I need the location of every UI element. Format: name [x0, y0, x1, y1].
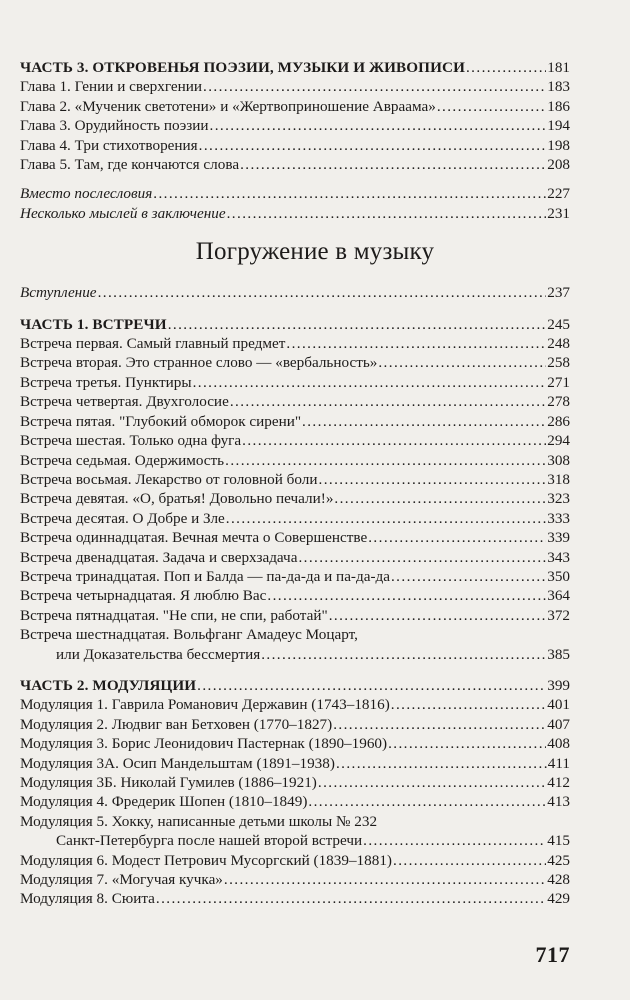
toc-entry: [20, 373, 570, 392]
entry-title: Встреча двенадцатая. Задача и сверхзадача: [20, 548, 298, 566]
leader-dots: [368, 528, 546, 547]
part3-chapter-list: [20, 77, 570, 174]
leader-dots: [329, 606, 547, 625]
leader-dots: [393, 851, 546, 870]
leader-dots: [193, 373, 547, 392]
toc-entry: [20, 97, 570, 116]
leader-dots: [334, 489, 546, 508]
entry-page: 407: [547, 715, 570, 733]
leader-dots: [224, 870, 546, 889]
toc-entry: [20, 528, 570, 547]
entry-page: 208: [547, 156, 570, 174]
leader-dots: [230, 392, 546, 411]
entry-page: 413: [547, 793, 570, 811]
table-of-contents: [20, 58, 570, 909]
toc-entry: [20, 586, 570, 605]
entry-page: 318: [547, 470, 570, 488]
entry-title: Глава 2. «Мученик светотени» и «Жертвоприношение Авраама»: [20, 97, 436, 115]
entry-page: 231: [547, 204, 570, 222]
entry-page: 294: [547, 432, 570, 450]
leader-dots: [156, 889, 546, 908]
toc-entry: [20, 567, 570, 586]
entry-title: Вместо послесловия: [20, 185, 153, 203]
leader-dots: [210, 116, 547, 135]
intro-entry: Вступление . . . 237: [20, 283, 570, 302]
leader-dots: [261, 645, 546, 664]
entry-page: 271: [547, 373, 570, 391]
entry-title: Встреча одиннадцатая. Вечная мечта о Совершенстве: [20, 529, 368, 547]
entry-title: Встреча вторая. Это странное слово — «вербальность»: [20, 354, 378, 372]
toc-entry: [20, 870, 570, 889]
leader-dots: [378, 353, 546, 372]
leader-dots: [203, 77, 546, 96]
part3-heading: ЧАСТЬ 3. ОТКРОВЕНЬЯ ПОЭЗИИ, МУЗЫКИ И ЖИВОПИСИ . . . 181: [20, 58, 570, 77]
entry-title: Модуляция 3. Борис Леонидович Пастернак (1890–1960): [20, 735, 388, 753]
entry-title: Модуляция 3Б. Николай Гумилев (1886–1921): [20, 774, 317, 791]
entry-title: Встреча восьмая. Лекарство от головной боли: [20, 470, 318, 488]
entry-page: 339: [547, 529, 570, 547]
toc-entry: [20, 431, 570, 450]
leader-dots: [227, 204, 547, 223]
leader-dots: [267, 586, 546, 605]
entry-title: Модуляция 7. «Могучая кучка»: [20, 871, 223, 889]
entry-page: 227: [547, 185, 570, 203]
leader-dots: [319, 470, 547, 489]
leader-dots: [333, 715, 546, 734]
leader-dots: [363, 831, 546, 850]
leader-dots: [242, 431, 546, 450]
entry-title: Глава 4. Три стихотворения: [20, 136, 198, 154]
entry-page: 425: [547, 851, 570, 869]
entry-page: 350: [547, 567, 570, 585]
toc-entry: [20, 451, 570, 470]
part2-multi-entry: Модуляция 5. Хокку, написанные детьми школы № 232 Санкт-Петербурга после нашей второй встречи . . . 415: [20, 812, 570, 851]
toc-entry: [20, 548, 570, 567]
leader-dots: [391, 567, 546, 586]
entry-page: 278: [547, 393, 570, 411]
entry-page: 186: [547, 97, 570, 115]
leader-dots: [168, 315, 547, 334]
entry-page: 411: [547, 754, 570, 772]
entry-page: 412: [547, 774, 570, 791]
toc-entry: [20, 353, 570, 372]
toc-entry: [20, 792, 570, 811]
entry-title: Модуляция 6. Модест Петрович Мусоргский (1839–1881): [20, 851, 392, 869]
toc-entry: [20, 773, 570, 792]
leader-dots: [336, 754, 547, 773]
entry-title: Встреча девятая. «О, братья! Довольно печали!»: [20, 490, 334, 508]
toc-entry: [20, 489, 570, 508]
toc-entry: [20, 734, 570, 753]
entry-page: 343: [547, 548, 570, 566]
leader-dots: [298, 548, 546, 567]
entry-page: 258: [547, 354, 570, 372]
toc-entry: [20, 754, 570, 773]
entry-title: Встреча четвертая. Двухголосие: [20, 393, 229, 411]
toc-entry: [20, 392, 570, 411]
part1-meeting-list: [20, 334, 570, 625]
section-title: Погружение в музыку: [195, 238, 435, 266]
part1-heading: ЧАСТЬ 1. ВСТРЕЧИ . . . 245: [20, 315, 570, 334]
entry-title: Модуляция 8. Сюита: [20, 890, 155, 908]
entry-page: 183: [547, 78, 570, 96]
entry-title: Модуляция 3А. Осип Мандельштам (1891–1938): [20, 754, 335, 772]
toc-entry: [20, 851, 570, 870]
toc-entry: [20, 155, 570, 174]
entry-page: 372: [547, 606, 570, 624]
leader-dots: [286, 334, 546, 353]
toc-entry: [20, 116, 570, 135]
toc-entry: [20, 889, 570, 908]
entry-title: Модуляция 2. Людвиг ван Бетховен (1770–1827): [20, 715, 333, 733]
toc-entry: [20, 204, 570, 223]
entry-title: Встреча шестая. Только одна фуга: [20, 432, 242, 450]
entry-page: 286: [547, 412, 570, 430]
entry-title: Встреча первая. Самый главный предмет: [20, 335, 286, 353]
entry-page: 194: [547, 117, 570, 135]
leader-dots: [466, 58, 546, 77]
leader-dots: [318, 773, 546, 792]
entry-title: Глава 5. Там, где кончаются слова: [20, 156, 240, 174]
page-number: 717: [535, 942, 570, 967]
toc-entry: [20, 715, 570, 734]
entry-page: 429: [547, 890, 570, 908]
toc-entry: [20, 412, 570, 431]
entry-page: 408: [547, 735, 570, 753]
entry-page: 323: [547, 490, 570, 508]
entry-page: 198: [547, 136, 570, 154]
entry-page: 248: [547, 335, 570, 353]
leader-dots: [153, 184, 546, 203]
entry-title: Модуляция 4. Фредерик Шопен (1810–1849): [20, 793, 308, 811]
leader-dots: [437, 97, 546, 116]
toc-entry: [20, 606, 570, 625]
entry-page: 364: [547, 587, 570, 605]
entry-title: Модуляция 1. Гаврила Романович Державин (1743–1816): [20, 696, 390, 714]
entry-page: 401: [547, 696, 570, 714]
toc-entry: [20, 334, 570, 353]
leader-dots: [388, 734, 546, 753]
toc-entry: [20, 695, 570, 714]
leader-dots: [98, 283, 547, 302]
leader-dots: [391, 695, 546, 714]
leader-dots: [308, 792, 546, 811]
afterword-list: [20, 184, 570, 223]
leader-dots: [197, 676, 546, 695]
entry-title: Несколько мыслей в заключение: [20, 204, 226, 222]
entry-title: Глава 1. Гении и сверхгении: [20, 78, 203, 96]
entry-title: Встреча седьмая. Одержимость: [20, 451, 225, 469]
entry-title: Встреча десятая. О Добре и Зле: [20, 509, 225, 527]
leader-dots: [199, 136, 547, 155]
entry-title: Встреча пятнадцатая. "Не спи, не спи, работай": [20, 606, 328, 624]
toc-entry: [20, 136, 570, 155]
entry-title: Встреча пятая. "Глубокий обморок сирени": [20, 412, 302, 430]
part2-modulation-list-2: [20, 851, 570, 909]
entry-page: 428: [547, 871, 570, 889]
toc-entry: [20, 184, 570, 203]
entry-page: 308: [547, 451, 570, 469]
part2-modulation-list: [20, 695, 570, 811]
toc-entry: [20, 77, 570, 96]
leader-dots: [225, 451, 546, 470]
entry-title: Встреча тринадцатая. Поп и Балда — па-да-да и па-да-да: [20, 567, 390, 585]
part1-last-entry: Встреча шестнадцатая. Вольфганг Амадеус Моцарт, или Доказательства бессмертия . . . 385: [20, 625, 570, 664]
leader-dots: [226, 509, 546, 528]
entry-page: 333: [547, 509, 570, 527]
leader-dots: [240, 155, 546, 174]
part2-heading: ЧАСТЬ 2. МОДУЛЯЦИИ . . . 399: [20, 676, 570, 695]
entry-title: Встреча третья. Пунктиры: [20, 373, 192, 391]
toc-entry: [20, 470, 570, 489]
toc-entry: [20, 509, 570, 528]
leader-dots: [302, 412, 546, 431]
entry-title: Глава 3. Орудийность поэзии: [20, 117, 209, 135]
entry-title: Встреча четырнадцатая. Я люблю Вас: [20, 587, 267, 605]
